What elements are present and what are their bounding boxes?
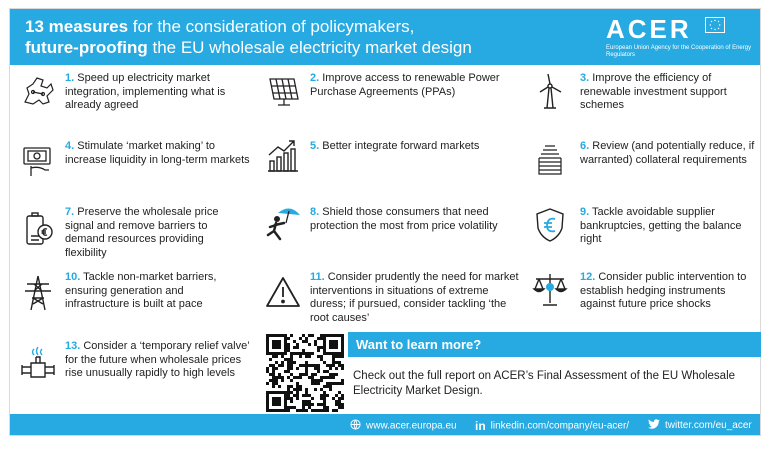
measure-number: 5.: [310, 140, 320, 152]
twitter-link[interactable]: [648, 419, 752, 432]
title-bold-2: future-proofing: [25, 38, 148, 57]
measure-text: Tackle avoidable supplier bankruptcies, getting the balance right: [580, 206, 742, 245]
website-link[interactable]: [350, 419, 457, 433]
relief-valve-icon: [19, 345, 57, 383]
solar-panel-icon: [264, 71, 302, 109]
measure-12: [580, 271, 755, 312]
measure-text: Review (and potentially reduce, if warranted) collateral requirements: [580, 140, 755, 166]
logo-wordmark: ACER: [606, 14, 692, 44]
globe-icon: [350, 419, 361, 433]
measure-text: Consider a ‘temporary relief valve’ for the future when wholesale prices rise unusually rapidly to high levels: [65, 340, 250, 379]
measure-number: 7.: [65, 206, 75, 218]
linkedin-text: linkedin.com/company/eu-acer/: [490, 420, 630, 432]
battery-euro-icon: [19, 210, 57, 248]
wind-turbine-icon: [531, 72, 569, 110]
title-rest-1: for the consideration of policymakers,: [128, 17, 415, 36]
linkedin-icon: in: [475, 419, 486, 433]
measure-text: Preserve the wholesale price signal and remove barriers to demand resources providing flexibility: [65, 206, 219, 259]
measure-text: Tackle non-market barriers, ensuring generation and infrastructure is built at pace: [65, 271, 217, 310]
measure-10: [65, 271, 250, 312]
footer-bar: [10, 414, 760, 435]
measure-number: 3.: [580, 72, 590, 84]
header-banner: [10, 9, 760, 65]
measure-number: 9.: [580, 206, 590, 218]
measure-9: [580, 206, 755, 247]
measure-number: 4.: [65, 140, 75, 152]
acer-logo: [606, 15, 754, 59]
coin-stack-icon: [531, 140, 569, 178]
measure-6: [580, 140, 755, 167]
euro-shield-icon: [531, 206, 569, 244]
measure-text: Consider public intervention to establish hedging instruments against future price shocks: [580, 271, 747, 310]
measure-text: Speed up electricity market integration, implementing what is already agreed: [65, 72, 226, 111]
measure-text: Shield those consumers that need protection the most from price volatility: [310, 206, 498, 232]
twitter-icon: [648, 419, 660, 432]
measure-number: 6.: [580, 140, 590, 152]
balance-scale-icon: [531, 271, 569, 309]
measure-8: [310, 206, 500, 233]
learn-more-text[interactable]: Check out the full report on ACER’s Final Assessment of the EU Wholesale Electricity Market Design.: [353, 370, 736, 397]
learn-more-banner: [348, 332, 761, 357]
power-pylon-icon: [19, 274, 57, 312]
measure-text: Improve access to renewable Power Purchase Agreements (PPAs): [310, 72, 500, 98]
measure-7: [65, 206, 245, 260]
website-text: www.acer.europa.eu: [366, 420, 457, 432]
measure-5: [310, 140, 520, 154]
logo-subtitle: European Union Agency for the Cooperation of Energy Regulators: [606, 45, 752, 58]
measure-text: Stimulate ‘market making’ to increase liquidity in long-term markets: [65, 140, 250, 166]
measure-number: 13.: [65, 340, 81, 352]
measure-number: 8.: [310, 206, 320, 218]
measure-3: [580, 72, 755, 113]
money-hand-icon: [19, 142, 57, 180]
measure-2: [310, 72, 510, 99]
measure-text: Improve the efficiency of renewable investment support schemes: [580, 72, 727, 111]
growth-chart-icon: [264, 137, 302, 175]
measure-number: 11.: [310, 271, 325, 283]
linkedin-link[interactable]: [475, 419, 629, 433]
person-umbrella-icon: [264, 203, 302, 241]
learn-more-title: Want to learn more?: [356, 337, 482, 352]
measure-number: 2.: [310, 72, 320, 84]
measure-13: [65, 340, 250, 381]
title-rest-2: the EU wholesale electricity market design: [147, 38, 472, 57]
measure-number: 12.: [580, 271, 596, 283]
qr-code[interactable]: [266, 334, 344, 412]
warning-triangle-icon: [264, 273, 302, 311]
measure-text: Better integrate forward markets: [319, 140, 480, 152]
measure-number: 10.: [65, 271, 81, 283]
eu-flag-icon: [705, 17, 725, 33]
page-title: [25, 16, 472, 58]
infographic: [9, 8, 761, 436]
measure-1: [65, 72, 245, 113]
measure-4: [65, 140, 250, 167]
europe-map-icon: [19, 72, 57, 110]
measure-11: [310, 271, 520, 325]
measure-text: Consider prudently the need for market interventions in situations of extreme duress; if pursued, consider tackling ‘the root causes’: [310, 271, 519, 324]
title-bold-1: 13 measures: [25, 17, 129, 36]
measure-number: 1.: [65, 72, 75, 84]
twitter-text: twitter.com/eu_acer: [665, 420, 752, 432]
